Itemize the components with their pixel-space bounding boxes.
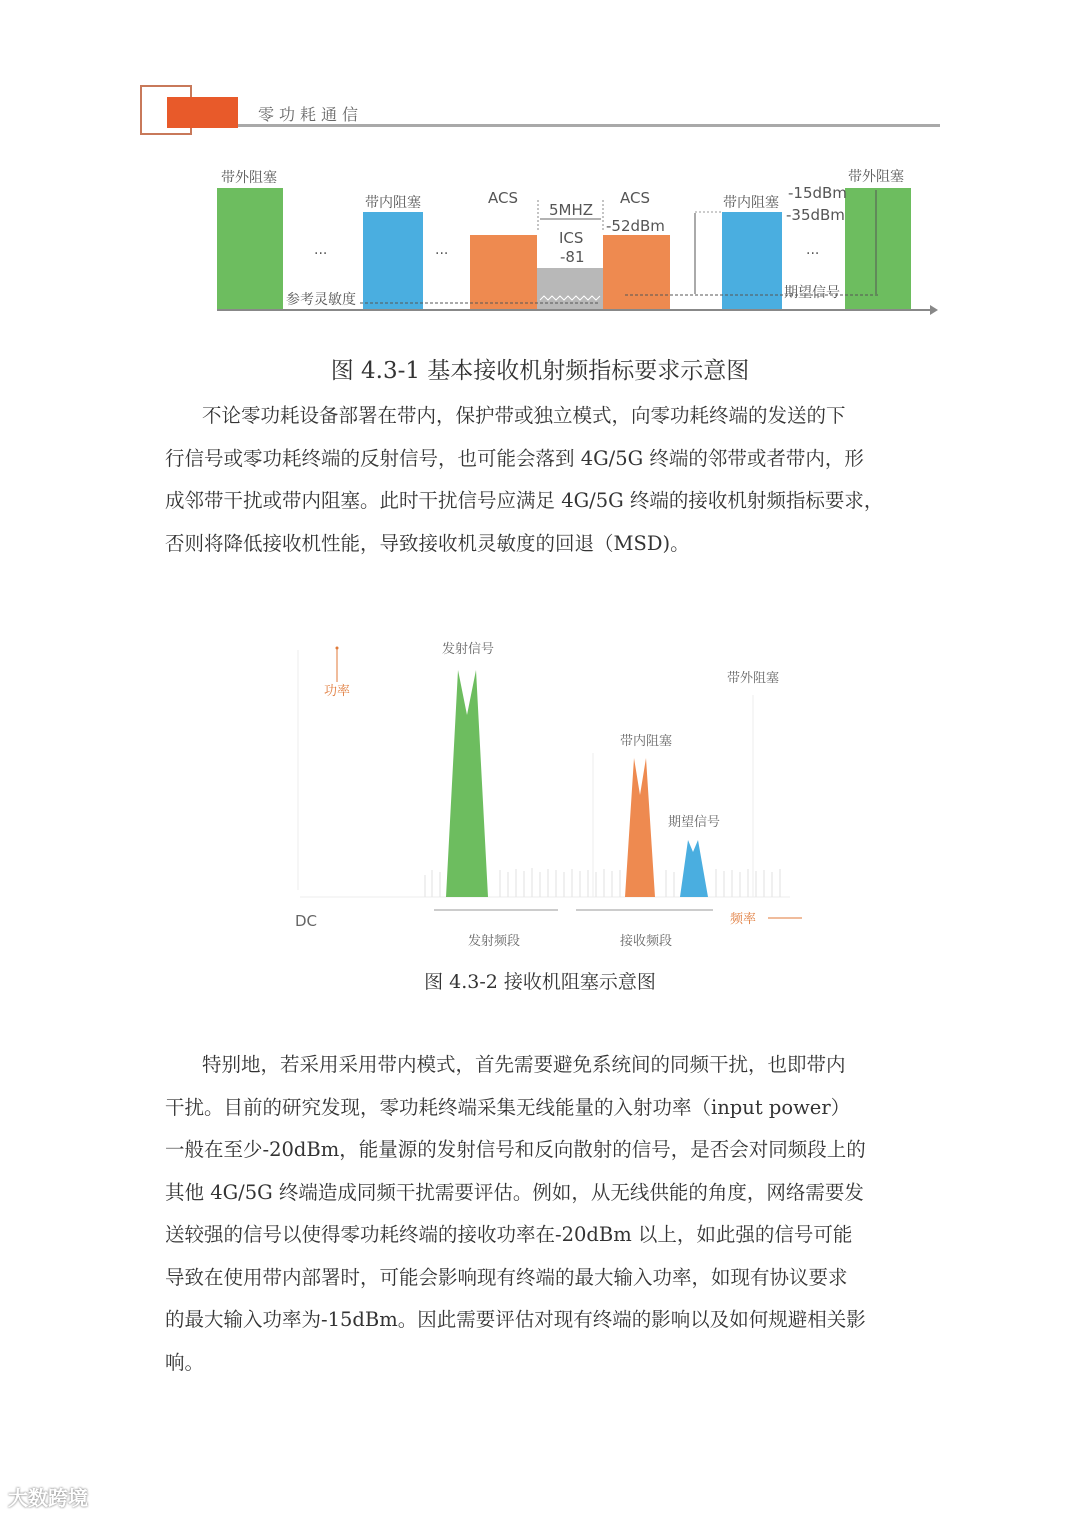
- label-acs-left: ACS: [488, 189, 518, 207]
- label-wanted-signal: 期望信号: [784, 285, 840, 301]
- label-in-band: 带内阻塞: [620, 734, 673, 749]
- label-frequency: 频率: [730, 912, 757, 927]
- label-bandwidth: 5MHZ: [549, 201, 594, 219]
- figure1-caption: 图 4.3-1 基本接收机射频指标要求示意图: [330, 358, 750, 384]
- in-band-blocking-peak: [625, 758, 655, 897]
- label-level-high: -15dBm: [788, 184, 847, 202]
- label-rx-band: 接收频段: [620, 934, 673, 949]
- out-band-blocking-bar-left: [217, 188, 283, 310]
- out-band-blocking-bar-right: [845, 188, 911, 310]
- paragraph-line: 其他 4G/5G 终端造成同频干扰需要评估。例如，从无线供能的角度，网络需要发: [165, 1180, 864, 1204]
- acs-bar-left: [470, 235, 537, 310]
- paragraph-line: 成邻带干扰或带内阻塞。此时干扰信号应满足 4G/5G 终端的接收机射频指标要求，: [165, 489, 884, 512]
- label-power: 功率: [324, 684, 351, 699]
- ellipsis-2: ···: [435, 246, 449, 262]
- watermark-logo: 大数跨境: [8, 1486, 88, 1510]
- label-level-mid: -35dBm: [786, 206, 845, 224]
- wanted-signal-peak: [680, 840, 708, 897]
- label-ref-sensitivity: 参考灵敏度: [286, 292, 356, 308]
- label-in-band-left: 带内阻塞: [365, 195, 421, 211]
- label-out-band: 带外阻塞: [727, 671, 780, 686]
- running-header-title: 零功耗通信: [258, 105, 364, 124]
- label-in-band-right: 带内阻塞: [723, 195, 779, 211]
- acs-bar-right: [603, 235, 670, 310]
- label-out-band-left: 带外阻塞: [221, 170, 277, 186]
- paragraph-line: 行信号或零功耗终端的反射信号，也可能会落到 4G/5G 终端的邻带或者带内，形: [165, 446, 864, 470]
- figure-rf-requirements-diagram: [0, 0, 1080, 330]
- paragraph-line: 不论零功耗设备部署在带内，保护带或独立模式，向零功耗终端的发送的下: [202, 404, 846, 427]
- label-wanted: 期望信号: [668, 815, 721, 830]
- ellipsis-3: ···: [806, 246, 820, 262]
- paragraph-1: [165, 395, 925, 565]
- label-tx-signal: 发射信号: [442, 642, 495, 657]
- paragraph-line: 的最大输入功率为-15dBm。因此需要评估对现有终端的影响以及如何规避相关影: [165, 1308, 866, 1331]
- paragraph-line: 否则将降低接收机性能，导致接收机灵敏度的回退（MSD)。: [165, 531, 690, 555]
- label-acs-right: ACS: [620, 189, 650, 207]
- tx-signal-peak: [446, 670, 488, 897]
- in-band-blocking-bar-left: [363, 212, 423, 310]
- label-tx-band: 发射频段: [468, 934, 521, 949]
- label-out-band-right: 带外阻塞: [848, 169, 904, 185]
- label-ics: ICS: [559, 229, 584, 247]
- power-arrow-tip-icon: [336, 647, 339, 650]
- paragraph-2: [165, 1044, 925, 1384]
- paragraph-line: 送较强的信号以使得零功耗终端的接收功率在-20dBm 以上，如此强的信号可能: [165, 1223, 853, 1246]
- paragraph-line: 一般在至少-20dBm，能量源的发射信号和反向散射的信号，是否会对同频段上的: [165, 1138, 866, 1161]
- ellipsis-1: ···: [314, 246, 328, 262]
- figure2-caption: 图 4.3-2 接收机阻塞示意图: [424, 971, 656, 993]
- label-acs-level: -52dBm: [606, 217, 665, 235]
- axis-arrow-icon: [930, 305, 938, 315]
- paragraph-line: 响。: [165, 1350, 205, 1374]
- ics-bar: [537, 268, 603, 310]
- paragraph-line: 特别地，若采用采用带内模式，首先需要避免系统间的同频干扰，也即带内: [202, 1053, 846, 1076]
- paragraph-line: 干扰。目前的研究发现，零功耗终端采集无线能量的入射功率（input power）: [165, 1095, 851, 1119]
- paragraph-line: 导致在使用带内部署时，可能会影响现有终端的最大输入功率，如现有协议要求: [165, 1265, 848, 1289]
- figure-receiver-blocking-diagram: [0, 620, 1080, 960]
- label-dc: DC: [295, 912, 318, 930]
- label-ics-value: -81: [560, 248, 585, 266]
